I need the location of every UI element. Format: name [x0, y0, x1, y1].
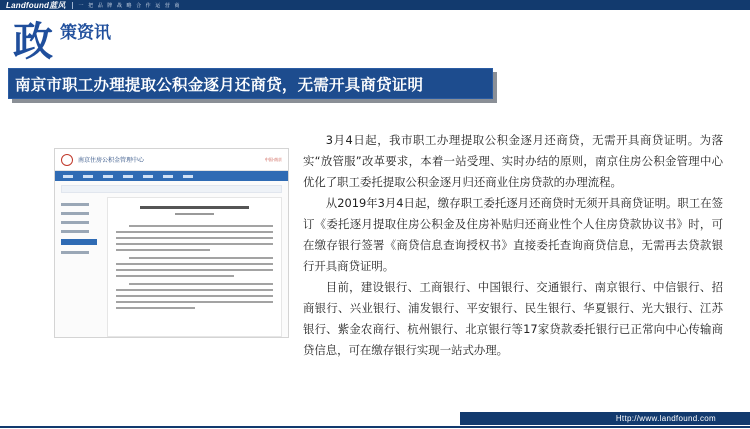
article-paragraph-1: 3月4日起，我市职工办理提取公积金逐月还商贷，无需开具商贷证明。为落实“放管服”改革要求，本着一站受理、实时办结的原则，南京住房公积金管理中心优化了职工委托提取公积金逐月归还商业住房贷款的办理流程。 — [303, 133, 723, 189]
article-paragraph-3: 目前，建设银行、工商银行、中国银行、交通银行、南京银行、中信银行、招商银行、兴业银行、浦发银行、平安银行、民生银行、华夏银行、光大银行、江苏银行、紫金农商行、杭州银行、北京银行等17家贷款委托银行已正常向中心传输商贷信息，可在缴存银行实现一站式办理。 — [303, 280, 723, 357]
screenshot-header — [55, 149, 288, 171]
footer-band — [460, 412, 750, 425]
headline-banner — [8, 68, 493, 99]
brand-logo[interactable] — [6, 0, 181, 10]
footer-url-link[interactable]: Http://www.landfound.com — [615, 414, 716, 423]
logo-divider — [72, 2, 73, 9]
website-screenshot — [54, 148, 289, 338]
screenshot-nav — [55, 171, 288, 181]
screenshot-body — [61, 197, 282, 337]
footer-line — [0, 426, 750, 428]
article-body — [303, 130, 723, 361]
screenshot-breadcrumb — [61, 185, 282, 193]
emblem-icon — [61, 154, 73, 166]
screenshot-org-name: 南京住房公积金管理中心 — [78, 157, 145, 164]
screenshot-document — [107, 197, 282, 337]
brand-name: Landfound蓝风 — [6, 0, 66, 10]
article-paragraph-2: 从2019年3月4日起，缴存职工委托逐月还商贷时无须开具商贷证明。职工在签订《委托逐月提取住房公积金及住房补贴归还商业性个人住房贷款协议书》时，可在缴存银行签署《商贷信息查询授权书》直接委托查询商贷信息，无需再去贷款银行开具商贷证明。 — [303, 196, 723, 273]
footer — [0, 412, 750, 429]
section-title-char: 政 — [13, 19, 53, 65]
section-title-text: 策资讯 — [60, 23, 111, 43]
headline-text: 南京市职工办理提取公积金逐月还商贷，无需开具商贷证明 — [15, 75, 424, 94]
screenshot-header-right: 中国·南京 — [264, 156, 282, 162]
screenshot-sidebar — [61, 197, 101, 337]
brand-slogan: 一 把 品 牌 战 略 合 作 运 营 商 — [78, 2, 181, 9]
top-bar — [0, 0, 750, 10]
